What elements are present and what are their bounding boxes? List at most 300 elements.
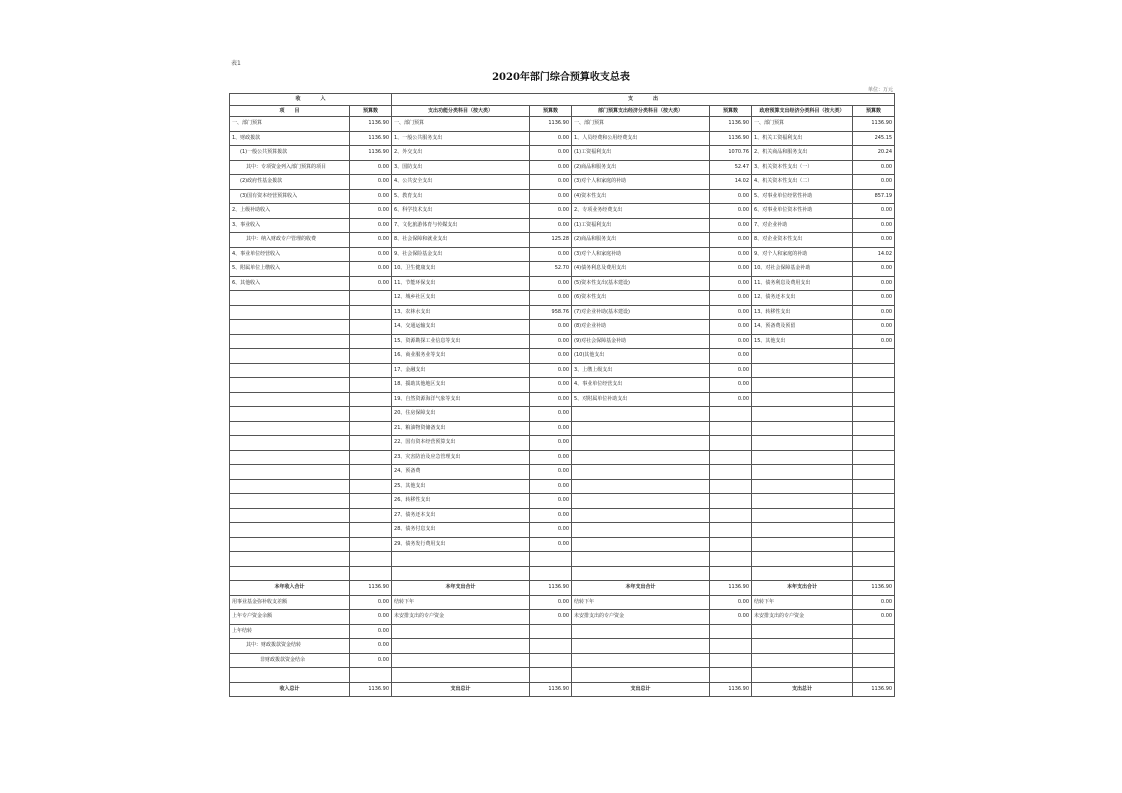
item-cell: 13、转移性支出 xyxy=(752,305,853,320)
amount-cell: 0.00 xyxy=(530,146,572,161)
amount-cell: 0.00 xyxy=(853,233,895,248)
amount-cell xyxy=(350,378,392,393)
table-row xyxy=(230,262,895,277)
amount-cell: 1136.90 xyxy=(350,682,392,697)
item-cell: 3、机关资本性支出（一） xyxy=(752,160,853,175)
item-cell: 15、资源勘探工业信息等支出 xyxy=(392,334,530,349)
item-cell: 本年支出合计 xyxy=(572,581,710,596)
item-cell xyxy=(392,653,530,668)
item-cell: 其中：专项资金列入部门预算的项目 xyxy=(230,160,350,175)
item-cell xyxy=(752,653,853,668)
amount-cell: 0.00 xyxy=(710,378,752,393)
item-cell xyxy=(230,291,350,306)
amount-cell xyxy=(350,566,392,581)
item-cell: 20、住房保障支出 xyxy=(392,407,530,422)
item-cell xyxy=(752,450,853,465)
item-cell xyxy=(572,523,710,538)
amount-cell: 0.00 xyxy=(853,204,895,219)
amount-cell: 0.00 xyxy=(853,175,895,190)
item-cell: 21、粮油物资储备支出 xyxy=(392,421,530,436)
amount-cell xyxy=(710,552,752,567)
item-cell: 本年支出合计 xyxy=(752,581,853,596)
table-row xyxy=(230,494,895,509)
amount-cell: 1070.76 xyxy=(710,146,752,161)
amount-cell: 0.00 xyxy=(530,363,572,378)
amount-cell: 1136.90 xyxy=(853,581,895,596)
table-row xyxy=(230,233,895,248)
amount-cell: 0.00 xyxy=(710,204,752,219)
item-cell: 22、国有资本经营预算支出 xyxy=(392,436,530,451)
item-cell: 一、部门预算 xyxy=(752,117,853,132)
item-cell: 7、文化旅游体育与传媒支出 xyxy=(392,218,530,233)
table-row xyxy=(230,247,895,262)
table-row xyxy=(230,595,895,610)
item-cell: 1、一般公共服务支出 xyxy=(392,131,530,146)
amount-cell: 0.00 xyxy=(530,276,572,291)
item-cell xyxy=(572,421,710,436)
amount-cell xyxy=(350,305,392,320)
item-cell: 2、上级补助收入 xyxy=(230,204,350,219)
amount-cell xyxy=(853,653,895,668)
item-cell: (3)对个人和家庭的补助 xyxy=(572,175,710,190)
amount-cell: 0.00 xyxy=(530,436,572,451)
item-cell: (10)其他支出 xyxy=(572,349,710,364)
amount-cell: 0.00 xyxy=(350,624,392,639)
item-cell xyxy=(572,552,710,567)
table-row xyxy=(230,537,895,552)
table-row xyxy=(230,639,895,654)
amount-cell: 14.02 xyxy=(853,247,895,262)
amount-cell: 52.70 xyxy=(530,262,572,277)
amount-cell xyxy=(530,639,572,654)
table-row xyxy=(230,378,895,393)
item-cell xyxy=(572,436,710,451)
sheet-label: 表1 xyxy=(231,60,241,67)
amount-cell: 0.00 xyxy=(853,160,895,175)
amount-cell xyxy=(853,378,895,393)
item-cell xyxy=(752,523,853,538)
amount-cell: 1136.90 xyxy=(530,682,572,697)
amount-cell xyxy=(853,668,895,683)
amount-cell xyxy=(710,508,752,523)
item-cell xyxy=(572,566,710,581)
amount-cell xyxy=(350,494,392,509)
amount-cell xyxy=(710,639,752,654)
item-cell: 一、部门预算 xyxy=(392,117,530,132)
item-cell xyxy=(752,465,853,480)
item-cell: (2)商品和服务支出 xyxy=(572,160,710,175)
item-cell xyxy=(230,320,350,335)
amount-cell: 0.00 xyxy=(710,218,752,233)
amount-cell: 0.00 xyxy=(710,392,752,407)
amount-cell: 0.00 xyxy=(530,421,572,436)
amount-cell xyxy=(710,653,752,668)
item-cell xyxy=(572,407,710,422)
header-income: 收 入 xyxy=(230,94,392,106)
item-cell: (1)工资福利支出 xyxy=(572,146,710,161)
amount-cell: 0.00 xyxy=(853,305,895,320)
item-cell xyxy=(572,494,710,509)
amount-cell: 0.00 xyxy=(853,595,895,610)
table-row xyxy=(230,421,895,436)
table-row xyxy=(230,276,895,291)
amount-cell: 0.00 xyxy=(710,320,752,335)
item-cell: 6、其他收入 xyxy=(230,276,350,291)
amount-cell: 0.00 xyxy=(530,523,572,538)
amount-cell: 0.00 xyxy=(350,247,392,262)
amount-cell xyxy=(710,465,752,480)
item-cell: 上年结转 xyxy=(230,624,350,639)
table-row xyxy=(230,392,895,407)
amount-cell: 0.00 xyxy=(710,305,752,320)
item-cell: 14、预备费及预留 xyxy=(752,320,853,335)
amount-cell: 1136.90 xyxy=(853,682,895,697)
item-cell: 10、对社会保障基金补助 xyxy=(752,262,853,277)
item-cell: 2、外交支出 xyxy=(392,146,530,161)
amount-cell xyxy=(853,407,895,422)
amount-cell xyxy=(350,349,392,364)
item-cell: 2、专项业务经费支出 xyxy=(572,204,710,219)
item-cell: 6、对事业单位资本性补助 xyxy=(752,204,853,219)
table-row xyxy=(230,653,895,668)
item-cell: 支出总计 xyxy=(752,682,853,697)
item-cell: (1)一般公共预算拨款 xyxy=(230,146,350,161)
amount-cell: 0.00 xyxy=(530,218,572,233)
item-cell xyxy=(752,479,853,494)
amount-cell xyxy=(350,363,392,378)
amount-cell: 0.00 xyxy=(710,262,752,277)
amount-cell xyxy=(710,436,752,451)
amount-cell xyxy=(350,436,392,451)
item-cell: 5、对附属单位补助支出 xyxy=(572,392,710,407)
amount-cell xyxy=(853,508,895,523)
item-cell: 收入总计 xyxy=(230,682,350,697)
item-cell xyxy=(752,436,853,451)
table-row xyxy=(230,305,895,320)
col-budget4-header: 预算数 xyxy=(853,105,895,117)
amount-cell xyxy=(853,392,895,407)
item-cell xyxy=(392,566,530,581)
amount-cell: 1136.90 xyxy=(710,117,752,132)
item-cell: 24、预备费 xyxy=(392,465,530,480)
table-row xyxy=(230,334,895,349)
amount-cell xyxy=(350,479,392,494)
table-row xyxy=(230,349,895,364)
amount-cell: 0.00 xyxy=(853,276,895,291)
amount-cell xyxy=(853,436,895,451)
amount-cell: 0.00 xyxy=(530,247,572,262)
amount-cell: 0.00 xyxy=(710,610,752,625)
amount-cell: 0.00 xyxy=(350,160,392,175)
item-cell xyxy=(230,465,350,480)
item-cell xyxy=(572,537,710,552)
item-cell xyxy=(230,494,350,509)
amount-cell: 0.00 xyxy=(710,349,752,364)
amount-cell xyxy=(710,421,752,436)
col-budget2-header: 预算数 xyxy=(530,105,572,117)
item-cell xyxy=(392,668,530,683)
item-cell: 4、公共安全支出 xyxy=(392,175,530,190)
amount-cell xyxy=(350,334,392,349)
table-row xyxy=(230,668,895,683)
item-cell xyxy=(230,668,350,683)
item-cell xyxy=(752,508,853,523)
table-row xyxy=(230,508,895,523)
item-cell: 4、事业单位经营支出 xyxy=(572,378,710,393)
amount-cell: 0.00 xyxy=(350,204,392,219)
item-cell xyxy=(230,566,350,581)
amount-cell: 0.00 xyxy=(710,595,752,610)
amount-cell: 14.02 xyxy=(710,175,752,190)
item-cell: 结转下年 xyxy=(572,595,710,610)
amount-cell: 245.15 xyxy=(853,131,895,146)
amount-cell xyxy=(530,566,572,581)
item-cell xyxy=(230,363,350,378)
table-row xyxy=(230,363,895,378)
table-row xyxy=(230,465,895,480)
amount-cell xyxy=(710,523,752,538)
amount-cell: 0.00 xyxy=(530,494,572,509)
item-cell: 本年支出合计 xyxy=(392,581,530,596)
amount-cell: 1136.90 xyxy=(350,131,392,146)
amount-cell: 0.00 xyxy=(530,160,572,175)
item-cell: (4)债务利息及费用支出 xyxy=(572,262,710,277)
col-func-header: 支出功能分类科目（按大类） xyxy=(392,105,530,117)
item-cell xyxy=(230,407,350,422)
table-row xyxy=(230,175,895,190)
amount-cell xyxy=(350,320,392,335)
item-cell: 1、财政拨款 xyxy=(230,131,350,146)
item-cell xyxy=(392,552,530,567)
amount-cell xyxy=(350,552,392,567)
table-row xyxy=(230,479,895,494)
amount-cell xyxy=(710,407,752,422)
amount-cell xyxy=(350,407,392,422)
amount-cell: 0.00 xyxy=(853,320,895,335)
amount-cell: 958.76 xyxy=(530,305,572,320)
amount-cell: 1136.90 xyxy=(853,117,895,132)
amount-cell: 0.00 xyxy=(530,508,572,523)
amount-cell xyxy=(853,494,895,509)
item-cell: 一、部门预算 xyxy=(572,117,710,132)
item-cell xyxy=(752,378,853,393)
grand-total-row xyxy=(230,682,895,697)
amount-cell: 20.24 xyxy=(853,146,895,161)
amount-cell xyxy=(710,624,752,639)
header-expense: 支 出 xyxy=(392,94,895,106)
amount-cell: 0.00 xyxy=(350,276,392,291)
table-row xyxy=(230,407,895,422)
item-cell: 一、部门预算 xyxy=(230,117,350,132)
item-cell: 12、城乡社区支出 xyxy=(392,291,530,306)
item-cell: 本年收入合计 xyxy=(230,581,350,596)
table-row xyxy=(230,291,895,306)
item-cell xyxy=(752,668,853,683)
item-cell xyxy=(230,334,350,349)
amount-cell: 0.00 xyxy=(530,378,572,393)
item-cell: 未安排支出的专户资金 xyxy=(752,610,853,625)
header-row-group xyxy=(230,94,895,106)
item-cell: 上年专户资金余额 xyxy=(230,610,350,625)
item-cell: 9、社会保险基金支出 xyxy=(392,247,530,262)
item-cell xyxy=(230,349,350,364)
amount-cell xyxy=(530,668,572,683)
item-cell: 其中：财政拨款资金结转 xyxy=(230,639,350,654)
item-cell xyxy=(230,305,350,320)
item-cell: (2)政府性基金拨款 xyxy=(230,175,350,190)
item-cell: 11、债务利息及费用支出 xyxy=(752,276,853,291)
amount-cell: 0.00 xyxy=(350,218,392,233)
item-cell: 未安排支出的专户资金 xyxy=(572,610,710,625)
item-cell: (4)资本性支出 xyxy=(572,189,710,204)
item-cell: 12、债务还本支出 xyxy=(752,291,853,306)
amount-cell: 0.00 xyxy=(530,189,572,204)
amount-cell xyxy=(853,479,895,494)
item-cell: 16、商业服务业等支出 xyxy=(392,349,530,364)
amount-cell: 0.00 xyxy=(710,247,752,262)
item-cell xyxy=(752,392,853,407)
item-cell: 3、上缴上级支出 xyxy=(572,363,710,378)
budget-summary-table xyxy=(229,93,895,697)
amount-cell: 857.19 xyxy=(853,189,895,204)
table-row xyxy=(230,523,895,538)
unit-label: 单位：万元 xyxy=(867,87,893,93)
amount-cell: 0.00 xyxy=(530,465,572,480)
item-cell xyxy=(572,639,710,654)
amount-cell: 0.00 xyxy=(350,262,392,277)
amount-cell: 0.00 xyxy=(530,407,572,422)
amount-cell: 1136.90 xyxy=(350,146,392,161)
amount-cell: 0.00 xyxy=(710,363,752,378)
item-cell: 其中：纳入财政专户管理的收费 xyxy=(230,233,350,248)
amount-cell: 0.00 xyxy=(853,262,895,277)
item-cell: 3、事业收入 xyxy=(230,218,350,233)
amount-cell xyxy=(710,450,752,465)
amount-cell: 0.00 xyxy=(853,291,895,306)
item-cell: 9、对个人和家庭的补助 xyxy=(752,247,853,262)
item-cell: 27、债务还本支出 xyxy=(392,508,530,523)
item-cell xyxy=(230,537,350,552)
amount-cell xyxy=(350,392,392,407)
item-cell: 8、社会保障和就业支出 xyxy=(392,233,530,248)
year-total-row xyxy=(230,581,895,596)
item-cell: 结转下年 xyxy=(752,595,853,610)
table-row xyxy=(230,218,895,233)
amount-cell: 0.00 xyxy=(530,610,572,625)
item-cell xyxy=(572,653,710,668)
item-cell: 4、机关资本性支出（二） xyxy=(752,175,853,190)
item-cell xyxy=(752,639,853,654)
amount-cell xyxy=(853,523,895,538)
item-cell xyxy=(752,349,853,364)
amount-cell: 0.00 xyxy=(350,610,392,625)
item-cell: (5)资本性支出(基本建设) xyxy=(572,276,710,291)
item-cell: 未安排支出的专户资金 xyxy=(392,610,530,625)
item-cell xyxy=(572,465,710,480)
item-cell xyxy=(230,421,350,436)
amount-cell: 1136.90 xyxy=(710,682,752,697)
amount-cell: 0.00 xyxy=(853,610,895,625)
item-cell: 4、事业单位经营收入 xyxy=(230,247,350,262)
item-cell: 用事业基金弥补收支差额 xyxy=(230,595,350,610)
amount-cell: 0.00 xyxy=(530,349,572,364)
amount-cell xyxy=(853,624,895,639)
amount-cell xyxy=(350,668,392,683)
item-cell: 25、其他支出 xyxy=(392,479,530,494)
table-row xyxy=(230,450,895,465)
item-cell xyxy=(230,552,350,567)
item-cell xyxy=(752,566,853,581)
item-cell: (3)国有资本经营预算收入 xyxy=(230,189,350,204)
amount-cell: 1136.90 xyxy=(530,117,572,132)
amount-cell: 0.00 xyxy=(530,320,572,335)
table-row xyxy=(230,436,895,451)
amount-cell xyxy=(350,450,392,465)
item-cell: 23、灾害防治及应急管理支出 xyxy=(392,450,530,465)
item-cell: 10、卫生健康支出 xyxy=(392,262,530,277)
amount-cell: 0.00 xyxy=(350,175,392,190)
item-cell: 6、科学技术支出 xyxy=(392,204,530,219)
item-cell: (2)商品和服务支出 xyxy=(572,233,710,248)
amount-cell xyxy=(710,668,752,683)
item-cell: 14、交通运输支出 xyxy=(392,320,530,335)
amount-cell: 125.28 xyxy=(530,233,572,248)
amount-cell: 1136.90 xyxy=(350,117,392,132)
item-cell: (1)工资福利支出 xyxy=(572,218,710,233)
amount-cell: 0.00 xyxy=(530,479,572,494)
amount-cell: 0.00 xyxy=(350,595,392,610)
item-cell xyxy=(752,552,853,567)
item-cell: 17、金融支出 xyxy=(392,363,530,378)
table-row xyxy=(230,204,895,219)
item-cell: 1、人员经费和公用经费支出 xyxy=(572,131,710,146)
item-cell: 5、对事业单位经常性补助 xyxy=(752,189,853,204)
amount-cell: 1136.90 xyxy=(710,131,752,146)
amount-cell xyxy=(853,639,895,654)
item-cell: 支出总计 xyxy=(572,682,710,697)
amount-cell: 0.00 xyxy=(530,334,572,349)
item-cell xyxy=(230,436,350,451)
amount-cell: 0.00 xyxy=(710,233,752,248)
amount-cell: 0.00 xyxy=(530,175,572,190)
amount-cell: 1136.90 xyxy=(530,581,572,596)
amount-cell xyxy=(853,363,895,378)
item-cell xyxy=(230,479,350,494)
amount-cell: 0.00 xyxy=(350,639,392,654)
item-cell xyxy=(392,639,530,654)
item-cell: 29、债务发行费用支出 xyxy=(392,537,530,552)
amount-cell xyxy=(710,566,752,581)
item-cell: 11、节能环保支出 xyxy=(392,276,530,291)
item-cell: 1、机关工资福利支出 xyxy=(752,131,853,146)
amount-cell xyxy=(853,537,895,552)
item-cell: 3、国防支出 xyxy=(392,160,530,175)
amount-cell: 52.47 xyxy=(710,160,752,175)
item-cell xyxy=(572,668,710,683)
amount-cell xyxy=(530,653,572,668)
item-cell: 26、转移性支出 xyxy=(392,494,530,509)
col-item-header: 项 目 xyxy=(230,105,350,117)
page-title: 2020年部门综合预算收支总表 xyxy=(492,72,630,83)
table-row xyxy=(230,624,895,639)
item-cell xyxy=(752,363,853,378)
item-cell: (9)对社会保障基金补助 xyxy=(572,334,710,349)
item-cell: (6)资本性支出 xyxy=(572,291,710,306)
item-cell: 18、援助其他地区支出 xyxy=(392,378,530,393)
item-cell: 13、农林水支出 xyxy=(392,305,530,320)
amount-cell xyxy=(853,421,895,436)
amount-cell xyxy=(853,349,895,364)
